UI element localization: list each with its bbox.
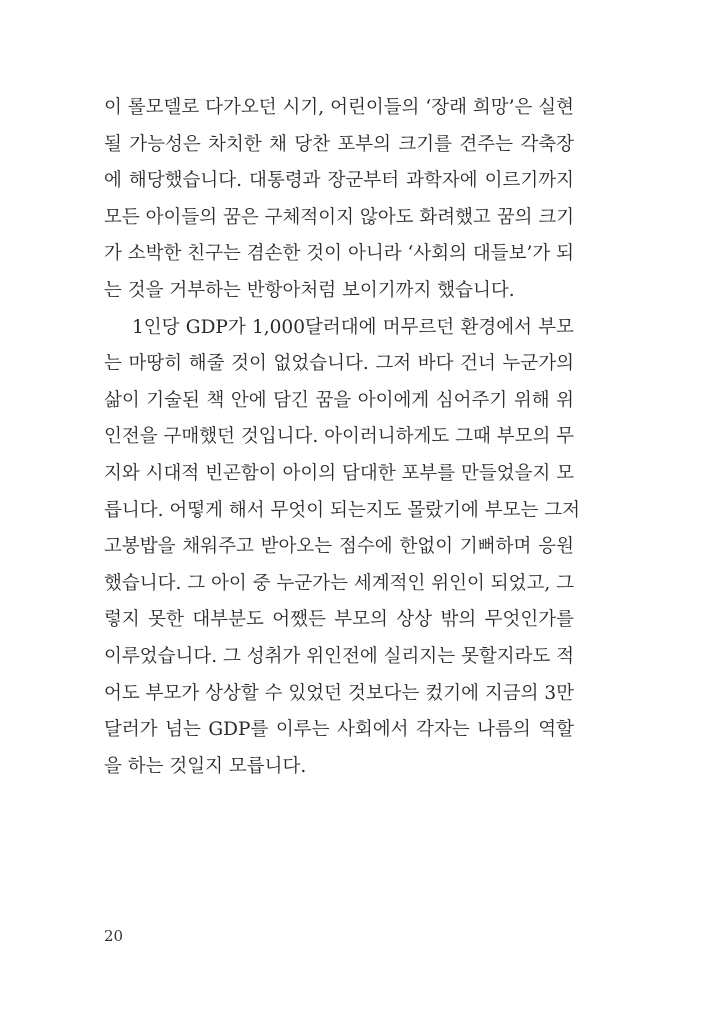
text-line: 이루었습니다. 그 성취가 위인전에 실리지는 못할지라도 적: [104, 645, 575, 667]
text-line: 릅니다. 어떻게 해서 무엇이 되는지도 몰랐기에 부모는 그저: [104, 499, 580, 521]
text-line: 했습니다. 그 아이 중 누군가는 세계적인 위인이 되었고, 그: [104, 572, 574, 594]
paragraph-2: [104, 310, 580, 786]
text-line: 렇지 못한 대부분도 어쨌든 부모의 상상 밖의 무엇인가를: [104, 609, 574, 631]
text-line: 인전을 구매했던 것입니다. 아이러니하게도 그때 부모의 무: [104, 426, 575, 448]
text-line: 모든 아이들의 꿈은 구체적이지 않아도 화려했고 꿈의 크기: [104, 206, 575, 228]
page-number: 20: [104, 927, 124, 945]
text-line: 고봉밥을 채워주고 받아오는 점수에 한없이 기뻐하며 응원: [104, 536, 574, 558]
text-line: 가 소박한 친구는 겸손한 것이 아니라 ‘사회의 대들보’가 되: [104, 243, 574, 265]
text-line: 어도 부모가 상상할 수 있었던 것보다는 컸기에 지금의 3만: [104, 682, 574, 704]
text-line: 달러가 넘는 GDP를 이루는 사회에서 각자는 나름의 역할: [104, 719, 574, 741]
text-line: 될 가능성은 차치한 채 당찬 포부의 크기를 견주는 각축장: [104, 133, 574, 155]
text-line: 는 마땅히 해줄 것이 없었습니다. 그저 바다 건너 누군가의: [104, 353, 574, 375]
text-line: 지와 시대적 빈곤함이 아이의 담대한 포부를 만들었을지 모: [104, 462, 575, 484]
text-line: 는 것을 거부하는 반항아처럼 보이기까지 했습니다.: [104, 279, 515, 301]
body-text: [104, 90, 580, 785]
text-line: 에 해당했습니다. 대통령과 장군부터 과학자에 이르기까지: [104, 170, 574, 192]
paragraph-1: [104, 90, 574, 310]
text-line: 이 롤모델로 다가오던 시기, 어린이들의 ‘장래 희망’은 실현: [104, 97, 574, 118]
text-line: 을 하는 것일지 모릅니다.: [104, 755, 307, 777]
text-line: 삶이 기술된 책 안에 담긴 꿈을 아이에게 심어주기 위해 위: [104, 389, 574, 411]
text-line: 1인당 GDP가 1,000달러대에 머무르던 환경에서 부모: [132, 316, 574, 338]
